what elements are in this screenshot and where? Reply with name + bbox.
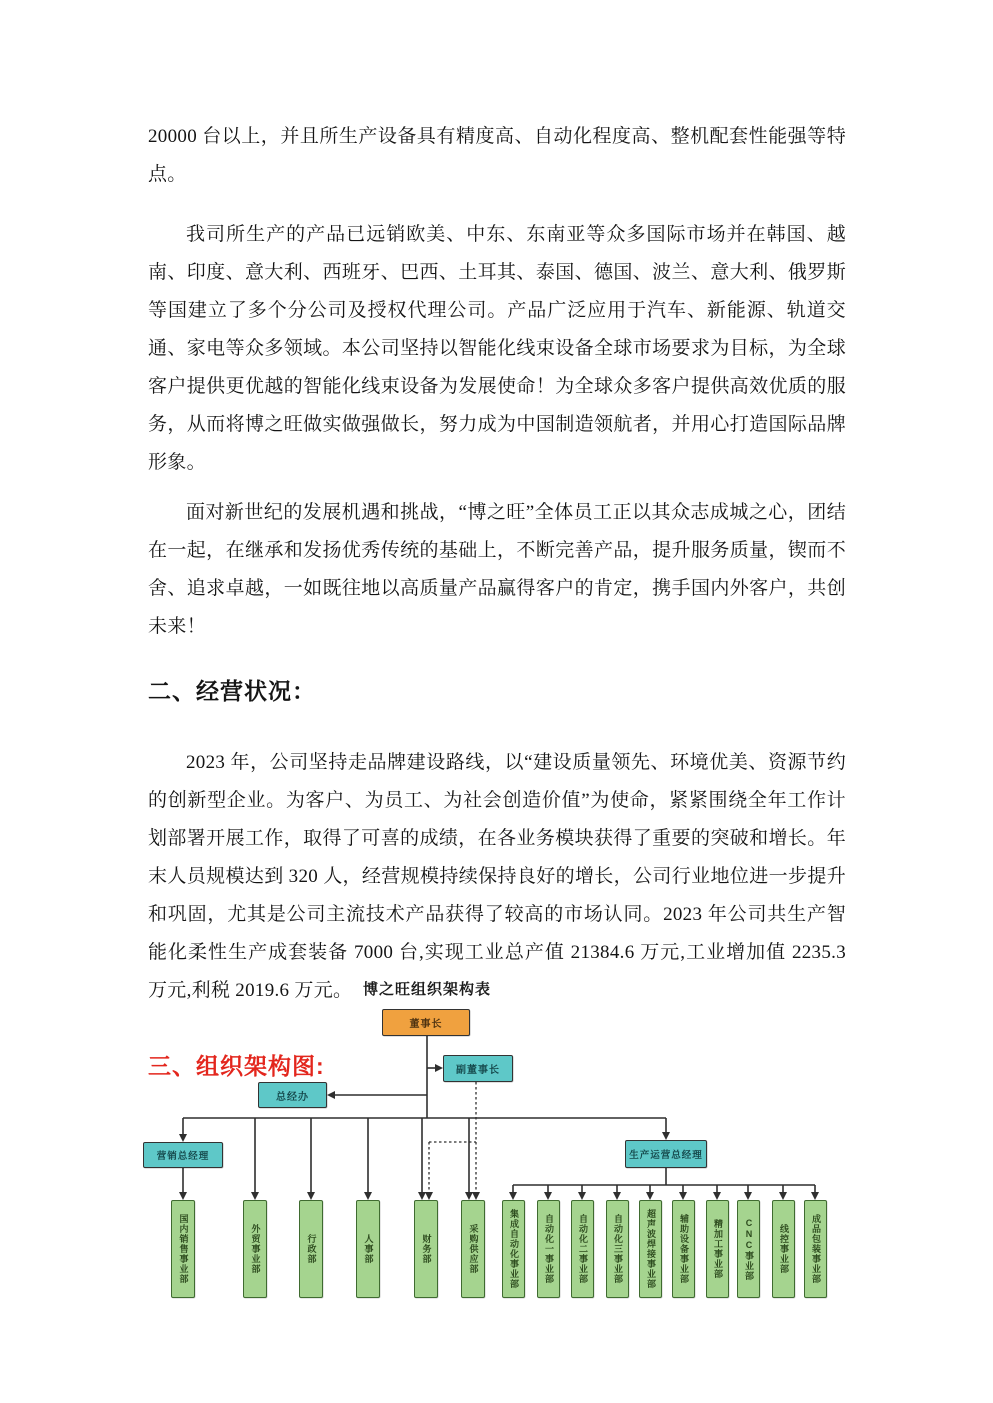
paragraph-intro-1: 20000 台以上，并且所生产设备具有精度高、自动化程度高、整机配套性能强等特点。 [148, 126, 846, 185]
org-node-production-gm: 生产运营总经理 [625, 1140, 707, 1168]
section3-heading: 三、组织架构图: [148, 1053, 325, 1079]
org-node-dept-integrated-automation: 集成自动化事业部 [502, 1200, 525, 1298]
section2-heading: 二、经营状况： [148, 678, 316, 704]
org-node-dept-auxiliary-equipment: 辅助设备事业部 [672, 1200, 695, 1298]
org-node-chairman: 董事长 [382, 1009, 470, 1036]
org-chart [138, 978, 848, 1318]
org-node-dept-finance: 财务部 [414, 1200, 438, 1298]
org-node-dept-automation-2: 自动化二事业部 [571, 1200, 594, 1298]
org-node-dept-finished-packaging: 成品包装事业部 [804, 1200, 827, 1298]
document-body [148, 118, 846, 1081]
org-node-dept-hr: 人事部 [356, 1200, 380, 1298]
org-node-dept-ultrasonic-welding: 超声波焊接事业部 [639, 1200, 662, 1298]
paragraph-intro-3: 面对新世纪的发展机遇和挑战，“博之旺”全体员工正以其众志成城之心，团结在一起，在继承和发扬优秀传统的基础上，不断完善产品，提升服务质量，锲而不舍、追求卓越，一如既往地以高质量产品赢得客户的肯定，携手国内外客户，共创未来！ [148, 502, 846, 637]
org-node-marketing-gm: 营销总经理 [143, 1142, 223, 1168]
org-node-dept-administration: 行政部 [299, 1200, 323, 1298]
org-node-gm-office: 总经办 [258, 1082, 327, 1108]
org-node-vice-chairman: 副董事长 [443, 1055, 513, 1082]
paragraph-intro-2: 我司所生产的产品已远销欧美、中东、东南亚等众多国际市场并在韩国、越南、印度、意大利、西班牙、巴西、土耳其、泰国、德国、波兰、意大利、俄罗斯等国建立了多个分公司及授权代理公司。产品广泛应用于汽车、新能源、轨道交通、家电等众多领域。本公司坚持以智能化线束设备全球市场要求为目标，为全球客户提供更优越的智能化线束设备为发展使命！为全球众多客户提供高效优质的服务，从而将博之旺做实做强做长，努力成为中国制造领航者，并用心打造国际品牌形象。 [148, 224, 846, 473]
org-node-dept-purchasing: 采购供应部 [461, 1200, 485, 1298]
org-node-dept-automation-3: 自动化三事业部 [606, 1200, 629, 1298]
org-node-dept-wire-control: 线控事业部 [772, 1200, 795, 1298]
org-node-dept-cnc: CNC事业部 [737, 1200, 760, 1298]
org-node-dept-precision-machining: 精加工事业部 [706, 1200, 729, 1298]
org-chart-title: 博之旺组织架构表 [362, 981, 491, 998]
org-node-dept-foreign-trade: 外贸事业部 [243, 1200, 267, 1298]
paragraph-section2: 2023 年，公司坚持走品牌建设路线，以“建设质量领先、环境优美、资源节约的创新型企业。为客户、为员工、为社会创造价值”为使命，紧紧围绕全年工作计划部署开展工作，取得了可喜的成绩，在各业务模块获得了重要的突破和增长。年末人员规模达到 320 人，经营规模持续保持良好的增长，公司行业地位进一步提升和巩固，尤其是公司主流技术产品获得了较高的市场认同。2023 年公司共生产智能化柔性生产成套装备 7000 台,实现工业总产值 21384.6 万元,工业增加值 2235.3 万元,利税 2019.6 万元。 [148, 752, 846, 1001]
org-node-dept-domestic-sales: 国内销售事业部 [171, 1200, 195, 1298]
org-node-dept-automation-1: 自动化一事业部 [537, 1200, 560, 1298]
